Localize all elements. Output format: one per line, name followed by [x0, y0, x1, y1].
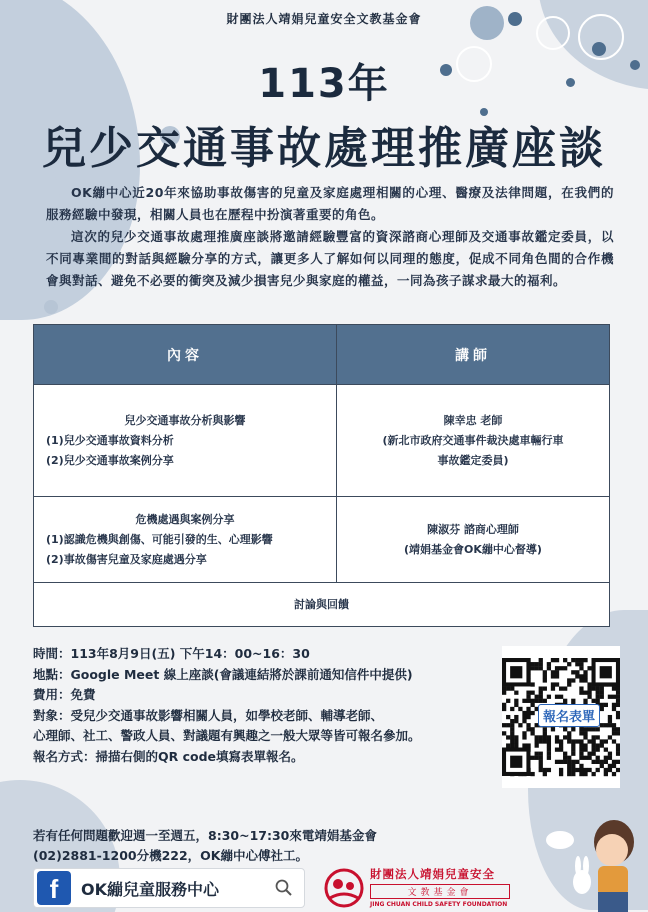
foundation-name-block	[370, 866, 510, 908]
session-title: 兒少交通事故分析與影響	[124, 413, 246, 427]
event-place: 地點：Google Meet 線上座談(會議連結將於課前通知信件中提供)	[33, 666, 413, 682]
search-icon	[274, 878, 294, 898]
session-item: (2)事故傷害兒童及家庭處遇分享	[46, 552, 207, 566]
event-year: 113年	[258, 61, 390, 107]
discussion-row: 討論與回饋	[34, 583, 610, 627]
session-speaker	[337, 497, 610, 583]
speaker-name: 陳淑芬 諮商心理師	[427, 522, 519, 536]
speaker-affiliation: (靖娟基金會OK繃中心督導)	[404, 542, 542, 556]
session-content	[34, 385, 337, 497]
registration-qr-code[interactable]	[502, 646, 620, 788]
organizer-heading: 財團法人靖娟兒童安全文教基金會	[226, 12, 422, 26]
session-speaker	[337, 385, 610, 497]
qr-label: 報名表單	[538, 704, 600, 727]
facebook-search-bar[interactable]	[33, 868, 305, 908]
intro-paragraph: 這次的兒少交通事故處理推廣座談將邀請經驗豐富的資深諮商心理師及交通事故鑑定委員，以不同專業間的對話與經驗分享的方式，讓更多人了解如何以同理的態度，促成不同角色間的合作機會與對話、避免不必要的衝突及減少損害兒少與家庭的權益，一同為孩子謀求最大的福利。	[46, 229, 614, 288]
table-header-row	[34, 325, 610, 385]
speaker-affiliation: 事故鑑定委員)	[437, 453, 509, 467]
table-row	[34, 385, 610, 497]
contact-info	[33, 826, 377, 866]
intro-text	[46, 182, 614, 292]
foundation-logo	[322, 868, 366, 908]
foundation-name: 財團法人靖娟兒童安全	[370, 867, 495, 881]
column-header-speaker: 講師	[337, 325, 610, 385]
event-info	[33, 644, 513, 767]
schedule-table	[33, 324, 610, 627]
contact-line: (02)2881-1200分機222，OK繃中心傅社工。	[33, 848, 308, 863]
session-item: (1)兒少交通事故資料分析	[46, 433, 174, 447]
session-item: (2)兒少交通事故案例分享	[46, 453, 174, 467]
contact-line: 若有任何問題歡迎週一至週五，8:30~17:30來電靖娟基金會	[33, 828, 377, 843]
session-item: (1)認識危機與創傷、可能引發的生、心理影響	[46, 532, 273, 546]
foundation-english-name: JING CHUAN CHILD SAFETY FOUNDATION	[370, 901, 508, 908]
session-title: 危機處遇與案例分享	[135, 512, 235, 526]
child-illustration	[540, 800, 640, 912]
decor-dot	[44, 300, 58, 314]
registration-method: 報名方式：掃描右側的QR code填寫表單報名。	[33, 748, 304, 764]
event-target: 對象：受兒少交通事故影響相關人員，如學校老師、輔導老師、	[33, 707, 384, 723]
event-title: 兒少交通事故處理推廣座談	[42, 123, 606, 174]
event-time: 時間：113年8月9日(五) 下午14：00~16：30	[33, 646, 310, 661]
speaker-name: 陳幸忠 老師	[443, 413, 503, 427]
column-header-content: 內容	[34, 325, 337, 385]
facebook-page-name: OK繃兒童服務中心	[81, 879, 220, 899]
event-fee: 費用：免費	[33, 687, 96, 702]
foundation-subtitle: 文教基金會	[370, 884, 510, 899]
table-row	[34, 583, 610, 627]
session-content	[34, 497, 337, 583]
event-target: 心理師、社工、警政人員、對議題有興趣之一般大眾等皆可報名參加。	[33, 728, 421, 743]
speaker-affiliation: (新北市政府交通事件裁決處車輛行車	[382, 433, 564, 447]
intro-paragraph: OK繃中心近20年來協助事故傷害的兒童及家庭處理相關的心理、醫療及法律問題，在我們的服務經驗中發現，相關人員也在歷程中扮演著重要的角色。	[46, 185, 614, 222]
facebook-icon: f	[37, 871, 71, 905]
table-row	[34, 497, 610, 583]
